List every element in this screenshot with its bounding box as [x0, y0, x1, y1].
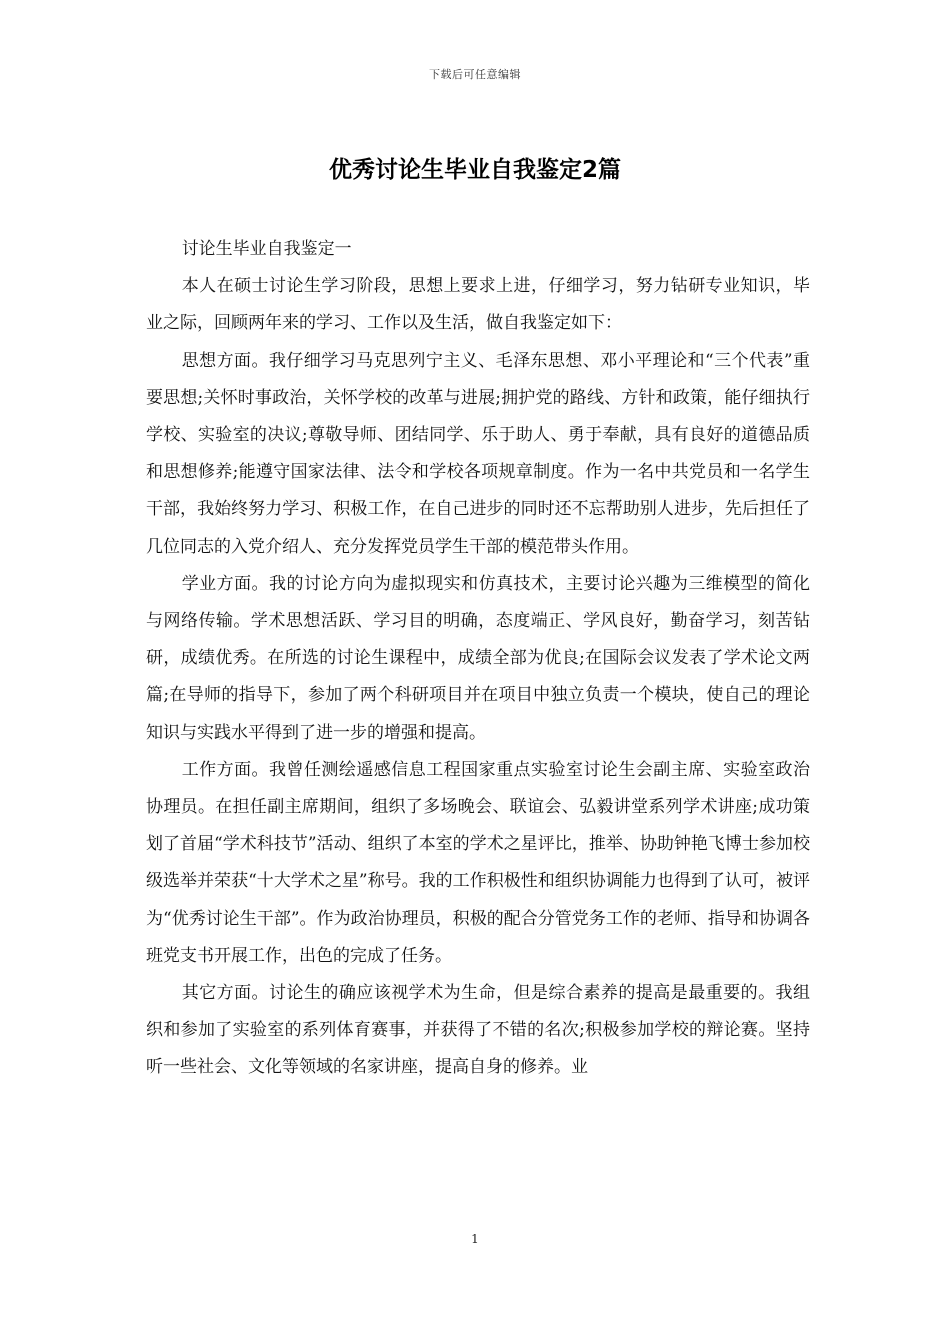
paragraph-other: 其它方面。讨论生的确应该视学术为生命，但是综合素养的提高是最重要的。我组织和参加了实验室的系列体育赛事，并获得了不错的名次;积极参加学校的辩论赛。坚持听一些社会、文化等领域的名家讲座，提高自身的修养。业 — [146, 983, 810, 1078]
section-heading: 讨论生毕业自我鉴定一 — [181, 239, 352, 259]
paragraph-ideology: 思想方面。我仔细学习马克思列宁主义、毛泽东思想、邓小平理论和“三个代表”重要思想;关怀时事政治，关怀学校的改革与进展;拥护党的路线、方针和政策，能仔细执行学校、实验室的决议;尊敬导师、团结同学、乐于助人、勇于奉献，具有良好的道德品质和思想修养;能遵守国家法律、法令和学校各项规章制度。作为一名中共党员和一名学生干部，我始终努力学习、积极工作，在自己进步的同时还不忘帮助别人进步，先后担任了几位同志的入党介绍人、充分发挥党员学生干部的模范带头作用。 — [146, 350, 810, 557]
document-body — [146, 231, 810, 1087]
header-note: 下载后可任意编辑 — [429, 68, 521, 81]
document-title: 优秀讨论生毕业自我鉴定2篇 — [328, 157, 621, 183]
page-number: 1 — [471, 1232, 479, 1246]
paragraph-work: 工作方面。我曾任测绘遥感信息工程国家重点实验室讨论生会副主席、实验室政治协理员。在担任副主席期间，组织了多场晚会、联谊会、弘毅讲堂系列学术讲座;成功策划了首届“学术科技节”活动、组织了本室的学术之星评比，推举、协助钟艳飞博士参加校级选举并荣获“十大学术之星”称号。我的工作积极性和组织协调能力也得到了认可，被评为“优秀讨论生干部”。作为政治协理员，积极的配合分管党务工作的老师、指导和协调各班党支书开展工作，出色的完成了任务。 — [146, 759, 810, 966]
paragraph-academics: 学业方面。我的讨论方向为虚拟现实和仿真技术，主要讨论兴趣为三维模型的简化与网络传输。学术思想活跃、学习目的明确，态度端正、学风良好，勤奋学习，刻苦钻研，成绩优秀。在所选的讨论生课程中，成绩全部为优良;在国际会议发表了学术论文两篇;在导师的指导下，参加了两个科研项目并在项目中独立负责一个模块，使自己的理论知识与实践水平得到了进一步的增强和提高。 — [146, 573, 810, 743]
paragraph-intro: 本人在硕士讨论生学习阶段，思想上要求上进，仔细学习，努力钻研专业知识，毕业之际，回顾两年来的学习、工作以及生活，做自我鉴定如下： — [146, 276, 810, 334]
